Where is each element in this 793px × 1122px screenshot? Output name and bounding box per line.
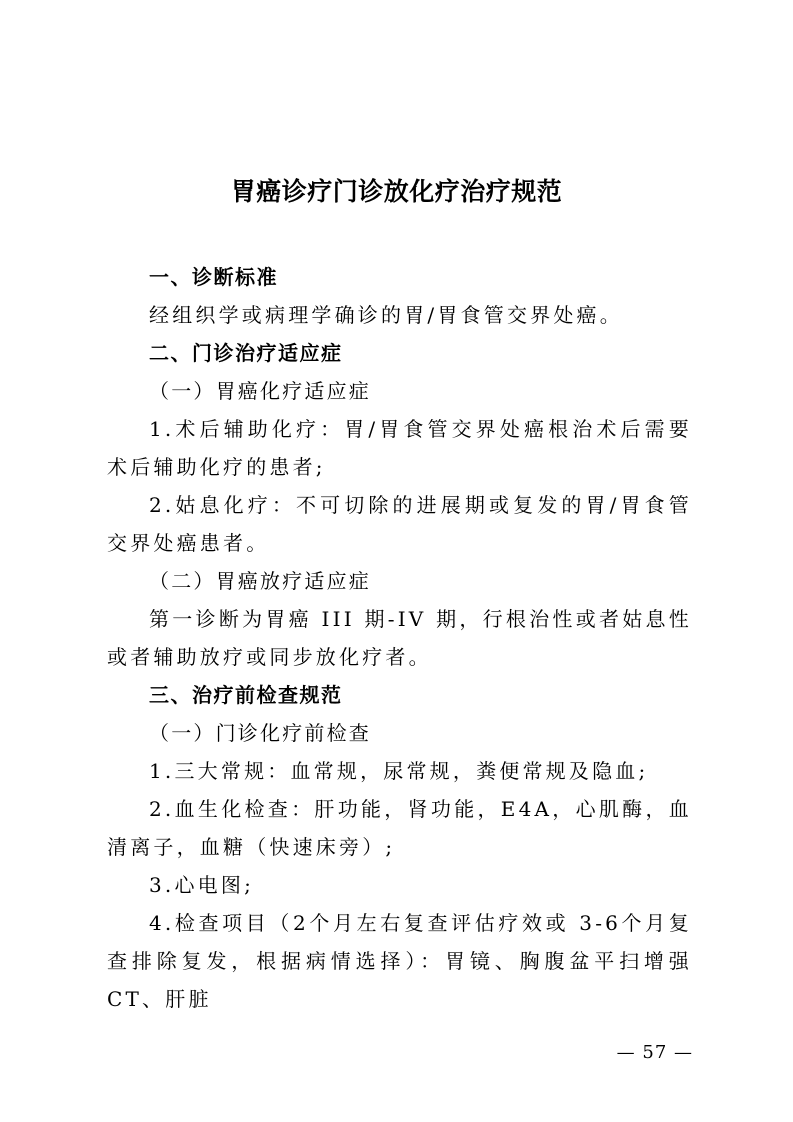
paragraph-ecg: 3.心电图; <box>149 873 255 897</box>
subsection-heading-radiotherapy: （二）胃癌放疗适应症 <box>149 569 371 593</box>
paragraph-palliative-chemo: 2.姑息化疗：不可切除的进展期或复发的胃/胃食管交界处癌患者。 <box>107 493 692 555</box>
section-heading-indications: 二、门诊治疗适应症 <box>149 341 343 365</box>
paragraph-biochemistry: 2.血生化检查：肝功能，肾功能，E4A，心肌酶，血清离子，血糖（快速床旁）; <box>107 797 692 859</box>
document-body <box>107 258 692 1018</box>
subsection-heading-prechemo: （一）门诊化疗前检查 <box>149 721 371 745</box>
section-heading-diagnosis: 一、诊断标准 <box>149 265 278 289</box>
paragraph-routine-tests: 1.三大常规：血常规，尿常规，粪便常规及隐血; <box>149 759 649 783</box>
paragraph-exam-items: 4.检查项目（2个月左右复查评估疗效或 3-6个月复查排除复发，根据病情选择）：胃镜、胸腹盆平扫增强 CT、肝脏 <box>107 911 692 1011</box>
paragraph-adjuvant-chemo: 1.术后辅助化疗：胃/胃食管交界处癌根治术后需要术后辅助化疗的患者; <box>107 417 692 479</box>
paragraph-diagnosis: 经组织学或病理学确诊的胃/胃食管交界处癌。 <box>149 303 623 327</box>
page-number: — 57 — <box>616 1042 693 1063</box>
subsection-heading-chemo: （一）胃癌化疗适应症 <box>149 379 371 403</box>
section-heading-pretreatment: 三、治疗前检查规范 <box>149 683 343 707</box>
paragraph-radiotherapy: 第一诊断为胃癌 III 期-IV 期，行根治性或者姑息性或者辅助放疗或同步放化疗者。 <box>107 607 692 669</box>
document-title: 胃癌诊疗门诊放化疗治疗规范 <box>230 177 563 206</box>
